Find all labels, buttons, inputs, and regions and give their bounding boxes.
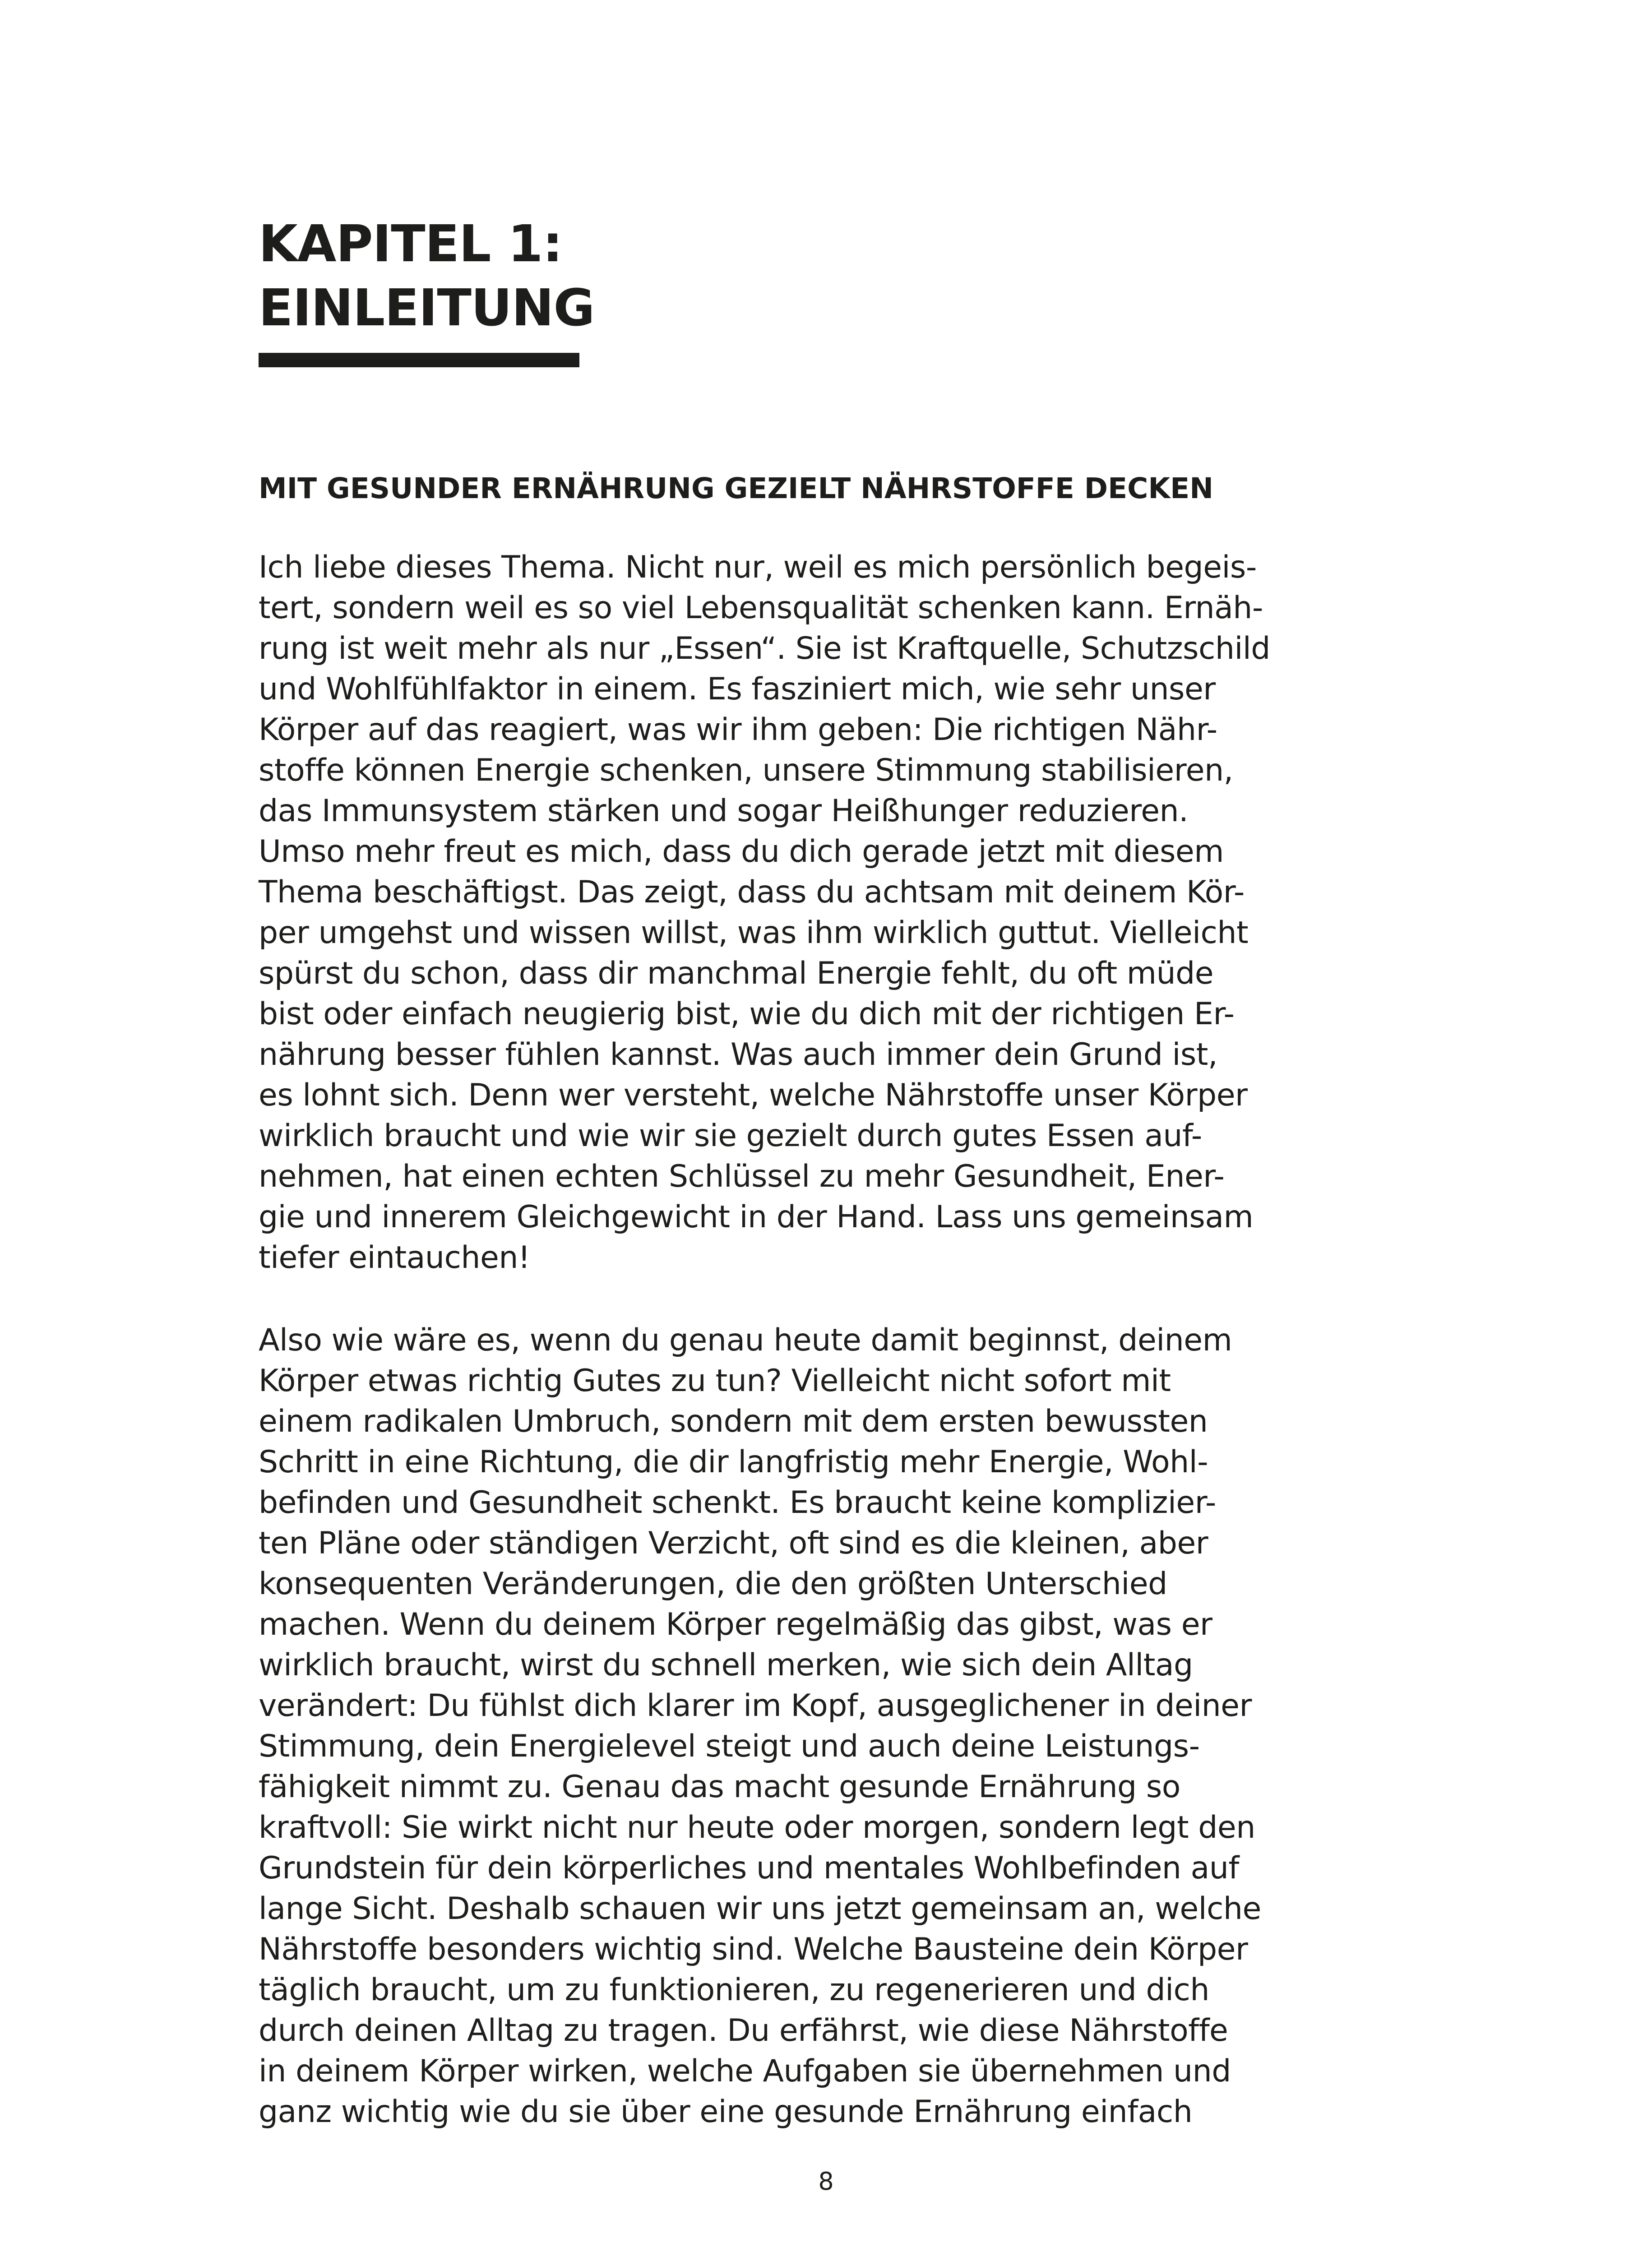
paragraph-line: das Immunsystem stärken und sogar Heißhunger reduzieren. <box>259 793 1189 829</box>
paragraph-line: ganz wichtig wie du sie über eine gesunde Ernährung einfach <box>259 2094 1193 2130</box>
section-heading: MIT GESUNDER ERNÄHRUNG GEZIELT NÄHRSTOFFE DECKEN <box>259 472 1213 505</box>
paragraph-line: Thema beschäftigst. Das zeigt, dass du achtsam mit deinem Kör- <box>259 874 1245 910</box>
paragraph-line: stoffe können Energie schenken, unsere Stimmung stabilisieren, <box>259 753 1233 788</box>
paragraph-line: ten Pläne oder ständigen Verzicht, oft sind es die kleinen, aber <box>259 1526 1208 1561</box>
paragraph-line: Umso mehr freut es mich, dass du dich gerade jetzt mit diesem <box>259 834 1224 869</box>
title-underline-rule <box>259 353 579 367</box>
paragraph-line: Also wie wäre es, wenn du genau heute damit beginnst, deinem <box>259 1322 1232 1358</box>
paragraph-line: in deinem Körper wirken, welche Aufgaben sie übernehmen und <box>259 2053 1231 2089</box>
paragraph-line: fähigkeit nimmt zu. Genau das macht gesunde Ernährung so <box>259 1769 1180 1805</box>
paragraph-line: Grundstein für dein körperliches und mentales Wohlbefinden auf <box>259 1850 1239 1886</box>
paragraph-line: wirklich braucht und wie wir sie gezielt durch gutes Essen auf- <box>259 1118 1202 1154</box>
paragraph-line: einem radikalen Umbruch, sondern mit dem ersten bewussten <box>259 1404 1208 1439</box>
paragraph-line: nährung besser fühlen kannst. Was auch immer dein Grund ist, <box>259 1037 1218 1073</box>
paragraph-line: täglich braucht, um zu funktionieren, zu regenerieren und dich <box>259 1972 1209 2008</box>
paragraph-line: lange Sicht. Deshalb schauen wir uns jetzt gemeinsam an, welche <box>259 1891 1261 1927</box>
paragraph-line: kraftvoll: Sie wirkt nicht nur heute oder morgen, sondern legt den <box>259 1810 1255 1845</box>
paragraph-line: Körper auf das reagiert, was wir ihm geben: Die richtigen Nähr- <box>259 712 1217 748</box>
chapter-title-line: KAPITEL 1: <box>259 215 563 273</box>
paragraph-line: Stimmung, dein Energielevel steigt und auch deine Leistungs- <box>259 1729 1200 1764</box>
paragraph-line: Schritt in eine Richtung, die dir langfristig mehr Energie, Wohl- <box>259 1444 1208 1480</box>
paragraph-line: Körper etwas richtig Gutes zu tun? Vielleicht nicht sofort mit <box>259 1363 1171 1399</box>
paragraph-line: gie und innerem Gleichgewicht in der Hand. Lass uns gemeinsam <box>259 1199 1254 1235</box>
paragraph-line: rung ist weit mehr als nur „Essen“. Sie ist Kraftquelle, Schutzschild <box>259 631 1270 666</box>
paragraph-line: bist oder einfach neugierig bist, wie du dich mit der richtigen Er- <box>259 996 1235 1032</box>
paragraph-line: nehmen, hat einen echten Schlüssel zu mehr Gesundheit, Ener- <box>259 1159 1225 1194</box>
paragraph-line: per umgehst und wissen willst, was ihm wirklich guttut. Vielleicht <box>259 915 1249 951</box>
chapter-title <box>259 212 594 340</box>
paragraph-line: spürst du schon, dass dir manchmal Energie fehlt, du oft müde <box>259 956 1214 991</box>
paragraph-line: es lohnt sich. Denn wer versteht, welche Nährstoffe unser Körper <box>259 1077 1248 1113</box>
paragraph-line: Nährstoffe besonders wichtig sind. Welche Bausteine dein Körper <box>259 1932 1248 1967</box>
paragraph-line: tiefer eintauchen! <box>259 1240 530 1276</box>
paragraph-line: tert, sondern weil es so viel Lebensqualität schenken kann. Ernäh- <box>259 590 1263 626</box>
paragraph-line: konsequenten Veränderungen, die den größten Unterschied <box>259 1566 1167 1602</box>
body-paragraph <box>259 1320 1261 2132</box>
paragraph-line: machen. Wenn du deinem Körper regelmäßig das gibst, was er <box>259 1607 1212 1642</box>
paragraph-line: durch deinen Alltag zu tragen. Du erfährst, wie diese Nährstoffe <box>259 2013 1228 2048</box>
page-number: 8 <box>818 2167 834 2196</box>
paragraph-line: Ich liebe dieses Thema. Nicht nur, weil es mich persönlich begeis- <box>259 550 1257 585</box>
paragraph-line: verändert: Du fühlst dich klarer im Kopf, ausgeglichener in deiner <box>259 1688 1252 1724</box>
paragraph-line: befinden und Gesundheit schenkt. Es braucht keine komplizier- <box>259 1485 1216 1521</box>
chapter-title-line: EINLEITUNG <box>259 279 595 337</box>
paragraph-line: wirklich braucht, wirst du schnell merken, wie sich dein Alltag <box>259 1647 1193 1683</box>
body-paragraph <box>259 547 1270 1278</box>
paragraph-line: und Wohlfühlfaktor in einem. Es fasziniert mich, wie sehr unser <box>259 671 1216 707</box>
